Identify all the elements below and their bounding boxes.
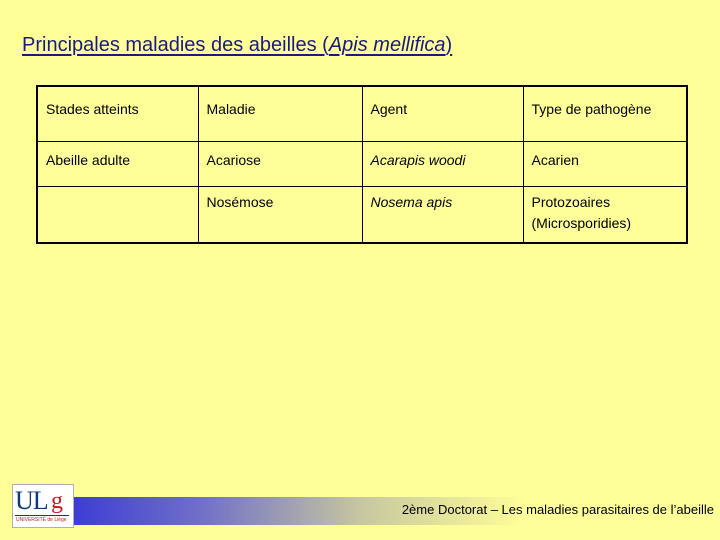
logo-subtext: UNIVERSITÉ de Liège [16, 517, 67, 523]
table-cell [37, 187, 198, 244]
logo-divider [15, 515, 69, 516]
title-species: Apis mellifica [328, 34, 446, 56]
header-cell-agent: Agent [362, 86, 523, 142]
diseases-table [36, 85, 688, 244]
table-header-row [37, 86, 687, 142]
title-suffix: ) [445, 34, 453, 56]
table-cell: Abeille adulte [37, 142, 198, 187]
slide-title [22, 34, 452, 57]
header-cell-type: Type de pathogène [523, 86, 687, 142]
logo-text-ul: UL [15, 486, 48, 515]
table-cell: Acarien [523, 142, 687, 187]
table-cell: Nosema apis [362, 187, 523, 244]
table-cell: Nosémose [198, 187, 362, 244]
header-cell-stades: Stades atteints [37, 86, 198, 142]
table-cell: Protozoaires (Microsporidies) [523, 187, 687, 244]
table-row [37, 142, 687, 187]
table-row [37, 187, 687, 244]
logo-text-g: g [51, 488, 63, 514]
title-prefix: Principales maladies des abeilles ( [22, 34, 329, 56]
university-logo [12, 484, 74, 528]
header-cell-maladie: Maladie [198, 86, 362, 142]
footer-text: 2ème Doctorat – Les maladies parasitaires de l’abeille [401, 502, 714, 517]
table-cell: Acariose [198, 142, 362, 187]
table-cell: Acarapis woodi [362, 142, 523, 187]
